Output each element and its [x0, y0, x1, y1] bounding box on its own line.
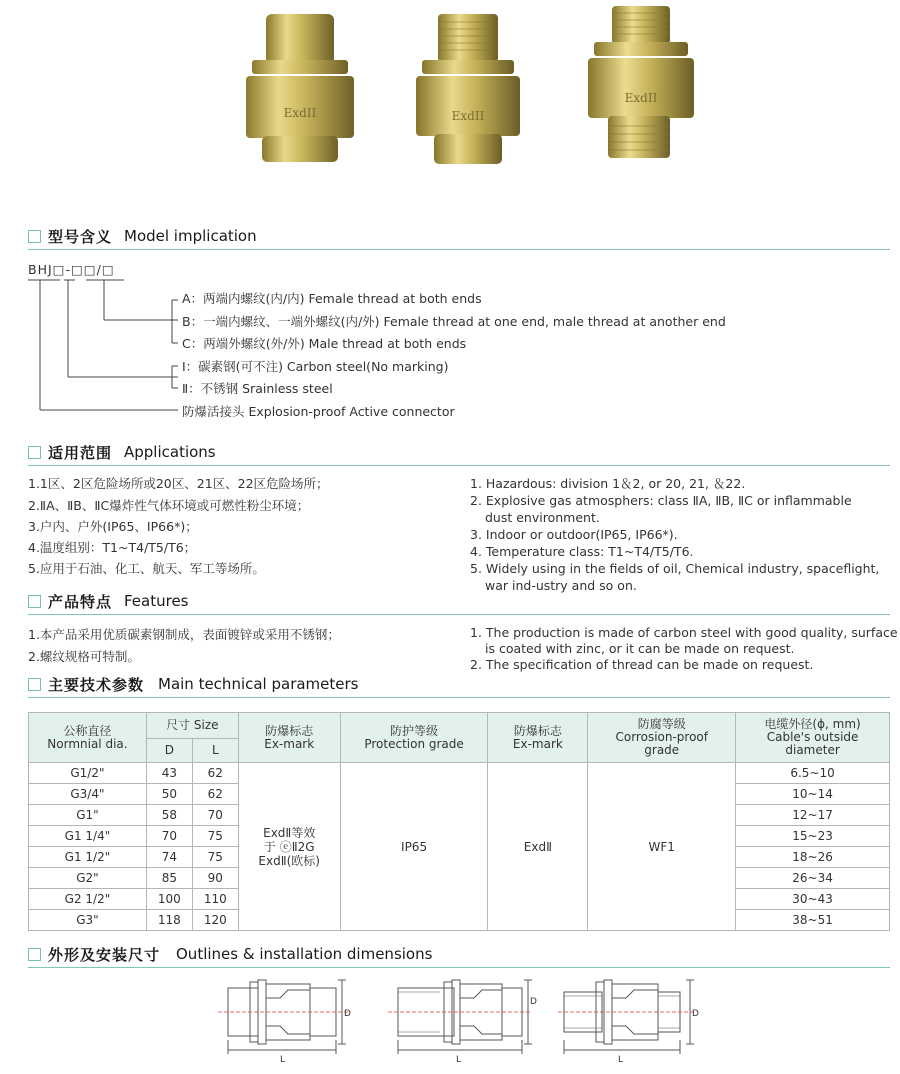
cell-l: 120: [192, 910, 238, 931]
cell-cable: 10~14: [736, 784, 890, 805]
header-nominal: [29, 713, 147, 763]
header-cable-en1: Cable's outside: [766, 730, 859, 744]
cell-dia: G1": [29, 805, 147, 826]
app-cn-2: 2.ⅡA、ⅡB、ⅡC爆炸性气体环境或可燃性粉尘环境；: [28, 498, 310, 513]
dim-label-l: L: [280, 1055, 286, 1065]
header-corrosion-cn: 防腐等级: [637, 717, 686, 731]
header-nominal-cn: 公称直径: [63, 723, 112, 738]
cell-l: 90: [192, 868, 238, 889]
header-l: L: [192, 739, 238, 763]
model-item-connector: 防爆活接头 Explosion-proof Active connector: [182, 404, 455, 419]
section-title-en: Model implication: [124, 227, 257, 245]
table-row: [29, 763, 890, 784]
dim-label-l: L: [456, 1055, 462, 1065]
header-exmark-cn: 防爆标志: [265, 723, 314, 738]
cell-cable: 12~17: [736, 805, 890, 826]
section-title-cn: 外形及安装尺寸: [48, 946, 161, 964]
model-item-a: A：两端内螺纹(内/内) Female thread at both ends: [182, 291, 482, 306]
section-parameters: [28, 674, 890, 698]
app-cn-1: 1.1区、2区危险场所或20区、21区、22区危险场所；: [28, 476, 329, 491]
header-protection-en: Protection grade: [364, 736, 464, 751]
feature-en-1: 1. The production is made of carbon steel with good quality, surface: [470, 625, 898, 640]
section-title-en: Applications: [124, 443, 216, 461]
section-outlines: [28, 944, 890, 968]
header-d: D: [146, 739, 192, 763]
section-title-en: Main technical parameters: [158, 675, 359, 693]
model-item-b: B：一端内螺纹、一端外螺纹(内/外) Female thread at one end, male thread at another end: [182, 314, 726, 329]
header-exmark2-cn: 防爆标志: [513, 723, 562, 738]
header-protection-cn: 防护等级: [390, 723, 439, 738]
cell-d: 50: [146, 784, 192, 805]
cell-corrosion: WF1: [588, 763, 736, 931]
cell-d: 100: [146, 889, 192, 910]
section-title-cn: 型号含义: [48, 228, 113, 246]
cell-exmark-line1: ExdⅡ等效: [263, 825, 316, 840]
model-item-c: C：两端外螺纹(外/外) Male thread at both ends: [182, 336, 467, 351]
header-corrosion: [588, 713, 736, 763]
header-cable-en2: diameter: [785, 743, 840, 757]
svg-text:ExdII: ExdII: [283, 106, 317, 120]
cell-cable: 18~26: [736, 847, 890, 868]
cell-cable: 38~51: [736, 910, 890, 931]
dim-label-l: L: [618, 1055, 624, 1065]
dim-label-d: D: [530, 997, 537, 1007]
header-cable: [736, 713, 890, 763]
feature-cn-2: 2.螺纹规格可特制。: [28, 649, 140, 664]
app-en-2b: dust environment.: [485, 510, 600, 525]
dim-label-d: D: [692, 1009, 699, 1019]
header-protection: [340, 713, 488, 763]
cell-dia: G2": [29, 868, 147, 889]
cell-l: 62: [192, 763, 238, 784]
app-en-3: 3. Indoor or outdoor(IP65, IP66*).: [470, 527, 678, 542]
checkbox-square-icon: [28, 678, 41, 691]
cell-cable: 26~34: [736, 868, 890, 889]
cell-cable: 30~43: [736, 889, 890, 910]
cell-exmark: [238, 763, 340, 931]
model-connector-lines: [0, 0, 900, 430]
header-nominal-en: Normnial dia.: [47, 736, 128, 751]
outline-drawing-male-male: [558, 976, 708, 1072]
header-exmark-2: [488, 713, 588, 763]
cell-d: 85: [146, 868, 192, 889]
dim-label-d: D: [344, 1009, 351, 1019]
feature-cn-1: 1.本产品采用优质碳素钢制成，表面镀锌或采用不锈钢；: [28, 627, 340, 642]
svg-text:ExdII: ExdII: [451, 109, 485, 123]
checkbox-square-icon: [28, 595, 41, 608]
cell-d: 118: [146, 910, 192, 931]
cell-protection: IP65: [340, 763, 488, 931]
outline-drawing-female-male: [384, 976, 537, 1072]
cell-l: 75: [192, 826, 238, 847]
app-cn-4: 4.温度组别：T1~T4/T5/T6；: [28, 540, 197, 555]
header-corrosion-en2: grade: [644, 743, 680, 757]
cell-l: 70: [192, 805, 238, 826]
cell-cable: 15~23: [736, 826, 890, 847]
cell-dia: G3/4": [29, 784, 147, 805]
cell-d: 58: [146, 805, 192, 826]
checkbox-square-icon: [28, 446, 41, 459]
cell-dia: G2 1/2": [29, 889, 147, 910]
cell-d: 70: [146, 826, 192, 847]
cell-dia: G3": [29, 910, 147, 931]
model-item-carbon: Ⅰ：碳素钢(可不注) Carbon steel(No marking): [182, 359, 449, 374]
app-cn-3: 3.户内、户外(IP65、IP66*)；: [28, 519, 198, 534]
section-title-cn: 主要技术参数: [48, 676, 145, 694]
header-exmark-en: Ex-mark: [264, 736, 315, 751]
cell-dia: G1 1/2": [29, 847, 147, 868]
cell-d: 74: [146, 847, 192, 868]
cell-exmark-line3: ExdⅡ(欧标): [258, 853, 320, 868]
app-en-5b: war ind-ustry and so on.: [485, 578, 637, 593]
feature-en-1b: is coated with zinc, or it can be made on request.: [485, 641, 795, 656]
section-title-en: Features: [124, 592, 189, 610]
cell-exmark-2: ExdⅡ: [488, 763, 588, 931]
section-title-cn: 产品特点: [48, 593, 113, 611]
model-code: BHJ□-□□/□: [28, 262, 115, 277]
header-exmark2-en: Ex-mark: [512, 736, 563, 751]
app-en-4: 4. Temperature class: T1~T4/T5/T6.: [470, 544, 694, 559]
svg-text:ExdII: ExdII: [624, 91, 658, 105]
cell-d: 43: [146, 763, 192, 784]
checkbox-square-icon: [28, 948, 41, 961]
parameters-table: [28, 712, 890, 931]
cell-exmark-line2: 于 ⓔⅡ2G: [263, 839, 315, 854]
model-item-stainless: Ⅱ：不锈钢 Srainless steel: [182, 381, 333, 396]
outline-drawing-female-female: [214, 976, 354, 1072]
section-applications: [28, 442, 890, 466]
cell-dia: G1/2": [29, 763, 147, 784]
app-en-2: 2. Explosive gas atmosphers: class ⅡA, ⅡB, ⅡC or inflammable: [470, 493, 852, 508]
header-exmark: [238, 713, 340, 763]
app-en-5: 5. Widely using in the fields of oil, Chemical industry, spaceflight,: [470, 561, 880, 576]
app-cn-5: 5.应用于石油、化工、航天、军工等场所。: [28, 561, 265, 576]
cell-l: 75: [192, 847, 238, 868]
header-cable-cn: 电缆外径(ϕ, mm): [764, 717, 861, 731]
section-features: [28, 591, 890, 615]
feature-en-2: 2. The specification of thread can be made on request.: [470, 657, 814, 672]
cell-l: 110: [192, 889, 238, 910]
cell-cable: 6.5~10: [736, 763, 890, 784]
section-title-cn: 适用范围: [48, 444, 113, 462]
cell-dia: G1 1/4": [29, 826, 147, 847]
header-corrosion-en1: Corrosion-proof: [615, 730, 708, 744]
app-en-1: 1. Hazardous: division 1＆2, or 20, 21, ＆22.: [470, 476, 746, 491]
cell-l: 62: [192, 784, 238, 805]
section-title-en: Outlines & installation dimensions: [176, 945, 433, 963]
header-size: 尺寸 Size: [146, 713, 238, 739]
